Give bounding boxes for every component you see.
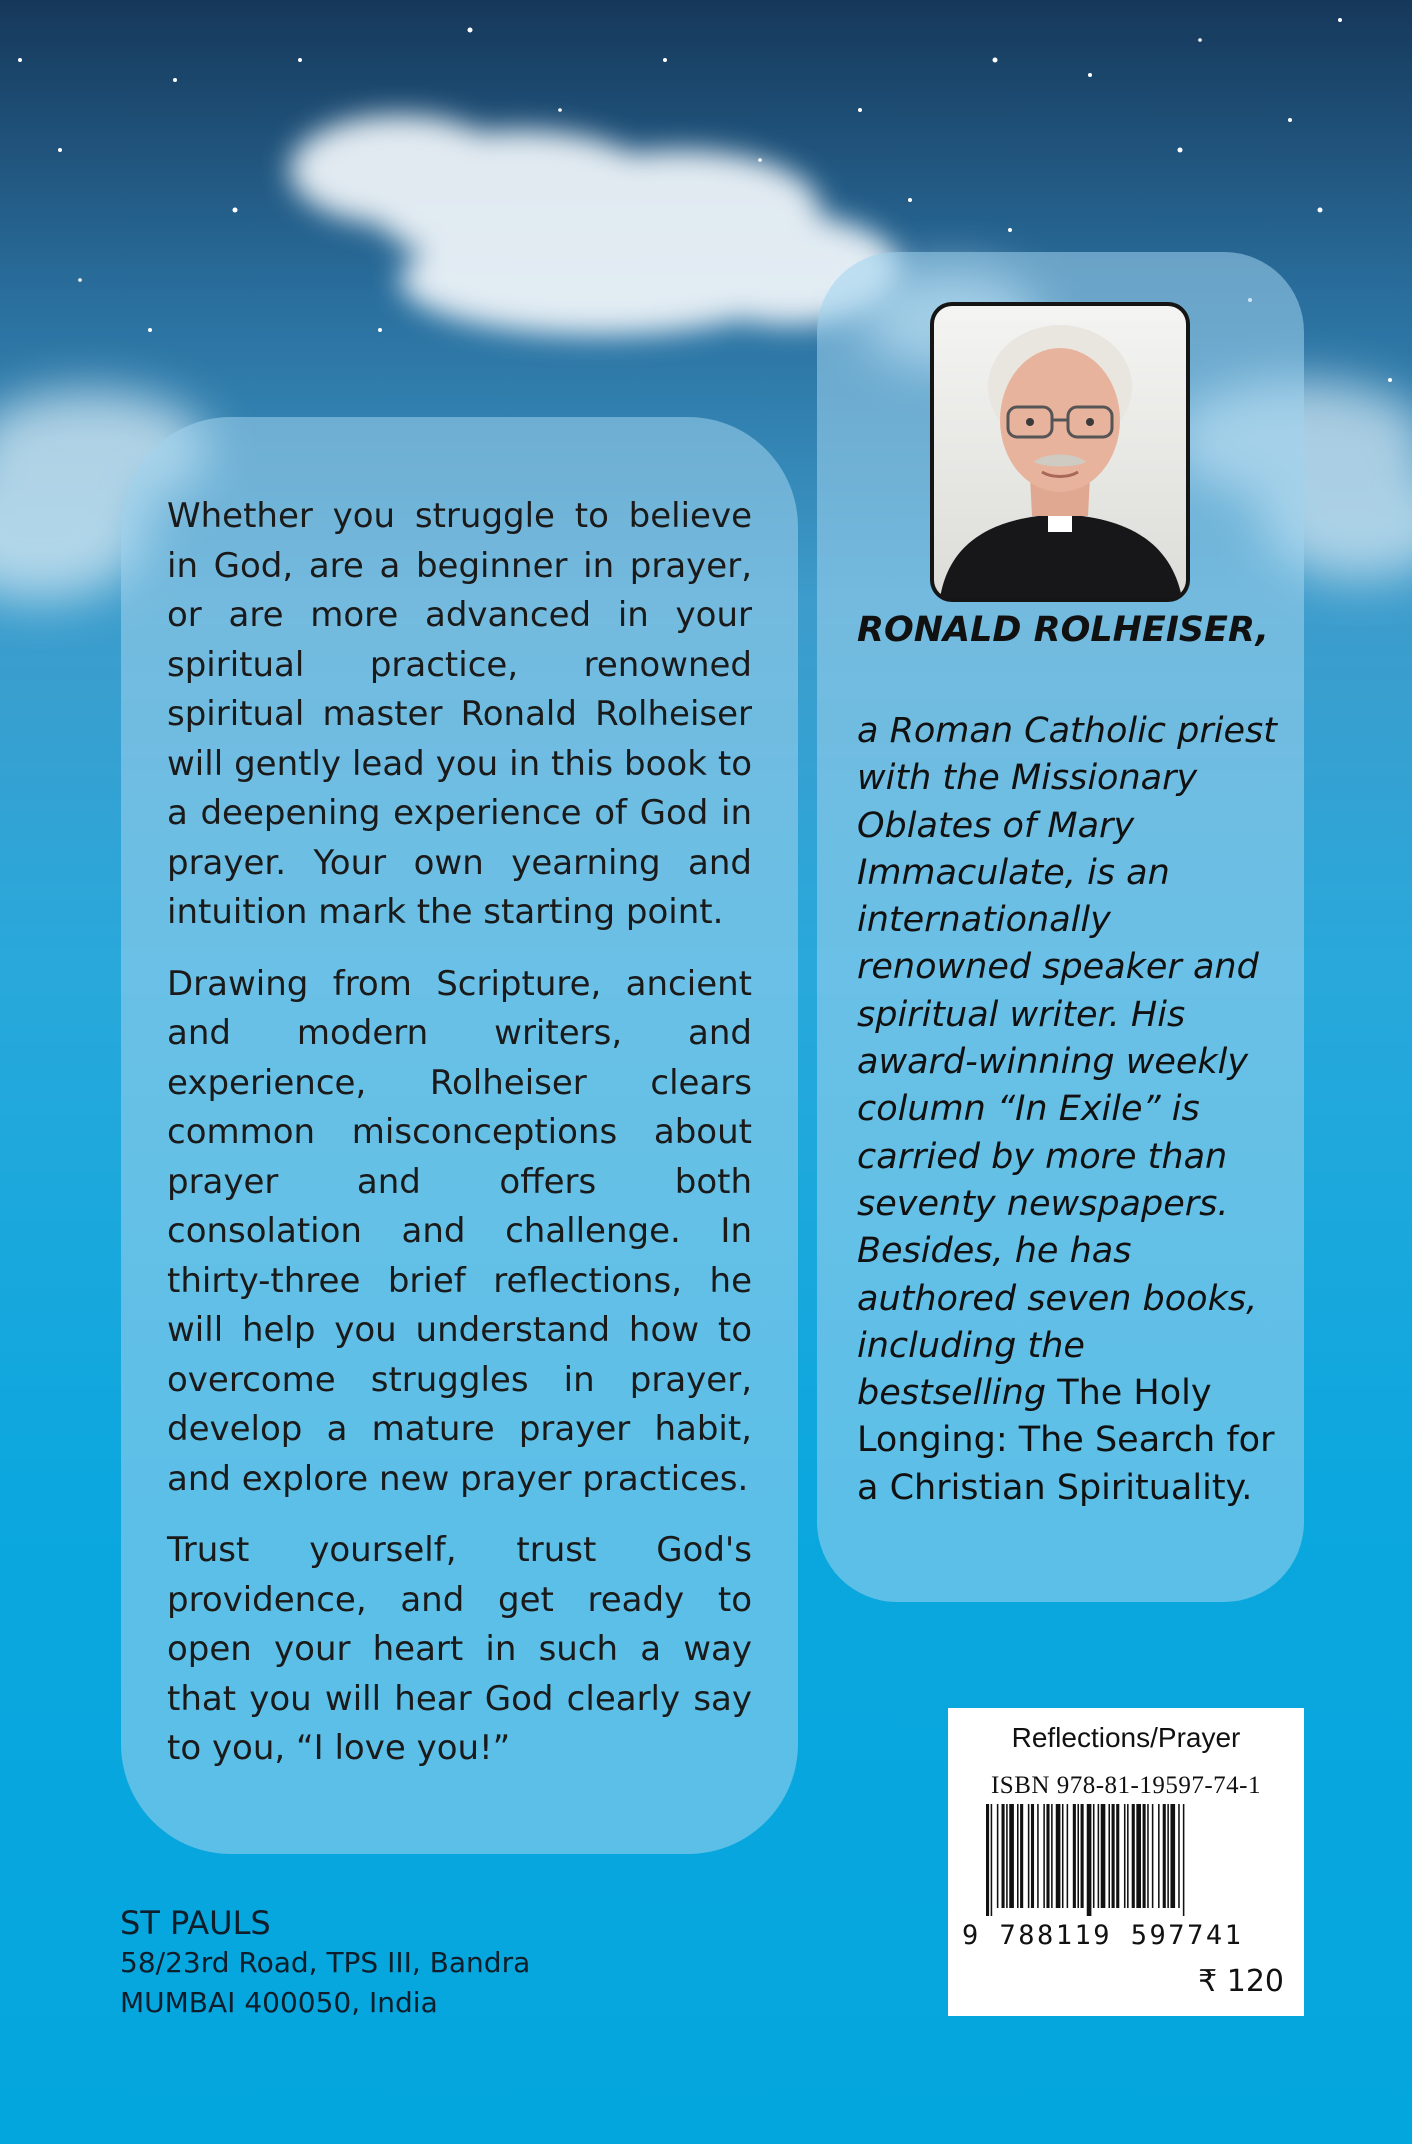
barcode-bar bbox=[1163, 1804, 1166, 1908]
publisher-address-line-2: MUMBAI 400050, India bbox=[120, 1986, 438, 2019]
publisher-address-line-1: 58/23rd Road, TPS III, Bandra bbox=[120, 1946, 531, 1979]
author-photo bbox=[930, 302, 1190, 602]
barcode-bar bbox=[1073, 1804, 1076, 1908]
barcode-bar bbox=[1006, 1804, 1008, 1908]
blurb-paragraph-2: Drawing from Scripture, ancient and modern writers, and experience, Rolheiser clears common misconceptions about prayer and offers both consolation and challenge. In thirty-three brief reflections, he will help you understand how to overcome struggles in prayer, develop a mature prayer habit, and explore new prayer practices. bbox=[167, 963, 752, 1499]
barcode-bar bbox=[1028, 1804, 1030, 1908]
barcode-bar bbox=[1081, 1804, 1084, 1908]
cloud-top-center bbox=[290, 115, 900, 335]
barcode-bar bbox=[1108, 1804, 1110, 1908]
barcode-bar bbox=[1009, 1804, 1014, 1908]
barcode-bar bbox=[1147, 1804, 1149, 1908]
barcode-bar bbox=[1136, 1804, 1141, 1908]
publisher-name: ST PAULS bbox=[120, 1904, 271, 1942]
barcode-bar bbox=[1046, 1804, 1049, 1908]
barcode-isbn: ISBN 978-81-19597-74-1 bbox=[990, 1772, 1261, 1799]
barcode-bar bbox=[1067, 1804, 1069, 1908]
barcode-bar bbox=[1167, 1804, 1169, 1908]
barcode-bar bbox=[1087, 1804, 1092, 1916]
barcode-bar bbox=[1043, 1804, 1045, 1908]
barcode-bar bbox=[997, 1804, 999, 1908]
barcode-bar bbox=[1017, 1804, 1019, 1908]
barcode-bar bbox=[1056, 1804, 1061, 1908]
blurb-paragraph-1: Whether you struggle to believe in God, are a beginner in prayer, or are more advanced in your spiritual practice, renowned spiritual master Ronald Rolheiser will gently lead you in this book to a deepening experience of God in prayer. Your own yearning and intuition mark the starting point. bbox=[167, 496, 752, 932]
author-book-title: The Holy Longing: The Search for a Christian Spirituality. bbox=[857, 1373, 1275, 1508]
blurb-text bbox=[167, 492, 752, 1796]
barcode-bar bbox=[1152, 1804, 1154, 1908]
barcode-bar bbox=[1020, 1804, 1023, 1908]
blurb-paragraph-3: Trust yourself, trust God's providence, and get ready to open your heart in such a way that you will hear God clearly say to you, “I love you!” bbox=[167, 1530, 752, 1768]
barcode-bar bbox=[1101, 1804, 1106, 1908]
price-label: ₹ 120 bbox=[1198, 1964, 1284, 1999]
barcode-number: 9 788119 597741 bbox=[962, 1920, 1244, 1951]
barcode-bar bbox=[1132, 1804, 1135, 1908]
barcode-bar bbox=[1178, 1804, 1180, 1908]
barcode-bar bbox=[1077, 1804, 1079, 1908]
barcode-bar bbox=[1127, 1804, 1129, 1908]
barcode-bar bbox=[1098, 1804, 1100, 1908]
barcode-bar bbox=[1143, 1804, 1146, 1908]
publisher-info bbox=[120, 1903, 530, 2023]
barcode-bar bbox=[1031, 1804, 1034, 1908]
barcode-box bbox=[948, 1708, 1304, 2016]
barcode-bar bbox=[1002, 1804, 1005, 1908]
author-name: RONALD ROLHEISER, bbox=[857, 610, 1269, 650]
barcode-bars bbox=[986, 1804, 1268, 1916]
barcode-bar bbox=[1116, 1804, 1119, 1908]
barcode-bar bbox=[1170, 1804, 1175, 1908]
barcode-bar bbox=[991, 1804, 993, 1916]
barcode-bar bbox=[986, 1804, 989, 1916]
barcode-category: Reflections/Prayer bbox=[1011, 1722, 1241, 1753]
barcode-bar bbox=[1183, 1804, 1185, 1916]
author-bio-text: a Roman Catholic priest with the Missionary Oblates of Mary Immaculate, is an internationally renowned speaker and spiritual writer. His award-winning weekly column “In Exile” is carried by more than seventy newspapers. Besides, he has authored seven books, including the bestselling bbox=[857, 711, 1277, 1414]
barcode-bar bbox=[1051, 1804, 1053, 1908]
barcode-bar bbox=[1158, 1804, 1160, 1908]
barcode-bar bbox=[1062, 1804, 1064, 1908]
barcode-bar bbox=[1112, 1804, 1115, 1908]
author-bio bbox=[857, 708, 1277, 1512]
barcode-bar bbox=[1124, 1804, 1126, 1908]
barcode-bar bbox=[1093, 1804, 1095, 1908]
barcode-bar bbox=[1037, 1804, 1039, 1908]
